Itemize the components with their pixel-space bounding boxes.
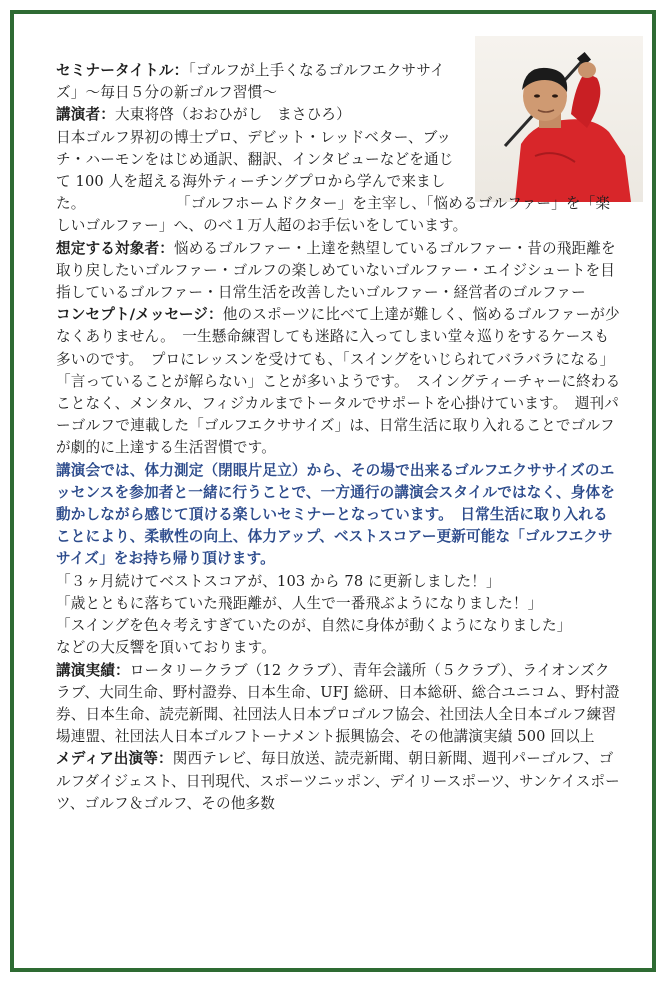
concept-highlight-text: 講演会では、体力測定（閉眼片足立）から、その場で出来るゴルフエクササイズのエッセンスを参加者と一緒に行うことで、一方通行の講演会スタイルではなく、身体を動かしながら感じて頂ける楽しいセミナーとなっています。 日常生活に取り入れることにより、柔軟性の向上、体力アップ、ベストスコアー更新可能な「ゴルフエクササイズ」をお持ち帰り頂けます。 <box>56 461 615 568</box>
speaker-bio-1: 日本ゴルフ界初の博士プロ、デビット・レッドベター、ブッチ・ハーモンをはじめ通訳、翻訳、インタビューなどを通じて 100 人を超える海外ティーチングプロから学んで来ました。 <box>56 128 454 213</box>
seminar-title-line <box>56 60 461 104</box>
speaker-line <box>56 104 461 126</box>
media-text: 関西テレビ、毎日放送、読売新聞、朝日新聞、週刊パーゴルフ、ゴルフダイジェスト、日刊現代、スポーツニッポン、デイリースポーツ、サンケイスポーツ、ゴルフ＆ゴルフ、その他多数 <box>56 750 620 812</box>
audience-text: 悩めるゴルファー・上達を熱望しているゴルファー・昔の飛距離を取り戻したいゴルファー・ゴルフの楽しめていないゴルファー・エイジシュートを目指しているゴルファー・日常生活を改善したいゴルファー・経営者のゴルファー <box>56 239 616 302</box>
speaker-name: 大東将啓（おおひがし まさひろ） <box>114 106 351 124</box>
media-label: メディア出演等： <box>56 750 173 768</box>
seminar-description <box>56 60 622 815</box>
seminar-title: 「ゴルフが上手くなるゴルフエクササイズ」〜毎日５分の新ゴルフ習慣〜 <box>56 62 445 102</box>
testimonial-1: 「３ヶ月続けてベストスコアが、103 から 78 に更新しました！」 <box>56 572 501 590</box>
concept-highlight <box>56 460 622 571</box>
audience-section <box>56 238 622 305</box>
testimonial-closing: などの大反響を頂いております。 <box>56 639 276 657</box>
media-section <box>56 748 622 815</box>
record-section <box>56 660 622 749</box>
seminar-title-label: セミナータイトル： <box>56 62 189 79</box>
testimonial-3: 「スイングを色々考えすぎていたのが、自然に身体が動くようになりました」 <box>56 617 572 635</box>
concept-text: 他のスポーツに比べて上達が難しく、悩めるゴルファーが少なくありません。 一生懸命練習しても迷路に入ってしまい堂々巡りをするケースも多いのです。 プロにレッスンを受けても、「スイングをいじられてバラバラになる」「言っていることが解らない」ことが多いようです。 スイングティーチャーに終わることなく、メンタル、フィジカルまでトータルでサポートを心掛けています。 週刊パーゴルフで連載した「ゴルフエクササイズ」は、日常生活に取り入れることでゴルフが劇的に上達する生活習慣です。 <box>56 306 621 457</box>
speaker-label: 講演者： <box>56 106 115 124</box>
testimonial-2: 「歳とともに落ちていた飛距離が、人生で一番飛ぶようになりました！」 <box>56 594 543 612</box>
speaker-bio-continued <box>56 193 622 237</box>
concept-section <box>56 304 622 459</box>
record-label: 講演実績： <box>56 661 130 679</box>
speaker-bio-2: 「ゴルフホームドクター」を主宰し、「悩めるゴルファー」を「楽しいゴルファー」へ、のべ１万人超のお手伝いをしています。 <box>56 195 611 235</box>
audience-label: 想定する対象者： <box>56 239 174 257</box>
concept-label: コンセプト/メッセージ： <box>56 306 223 324</box>
record-text: ロータリークラブ（12 クラブ）、青年会議所（５クラブ）、ライオンズクラブ、大同生命、野村證券、日本生命、UFJ 総研、日本総研、総合ユニコム、野村證券、日本生命、読売新聞、社団法人日本プロゴルフ協会、社団法人全日本ゴルフ練習場連盟、社団法人日本ゴルフトーナメント振興協会、その他講演実績 500 回以上 <box>56 661 620 746</box>
